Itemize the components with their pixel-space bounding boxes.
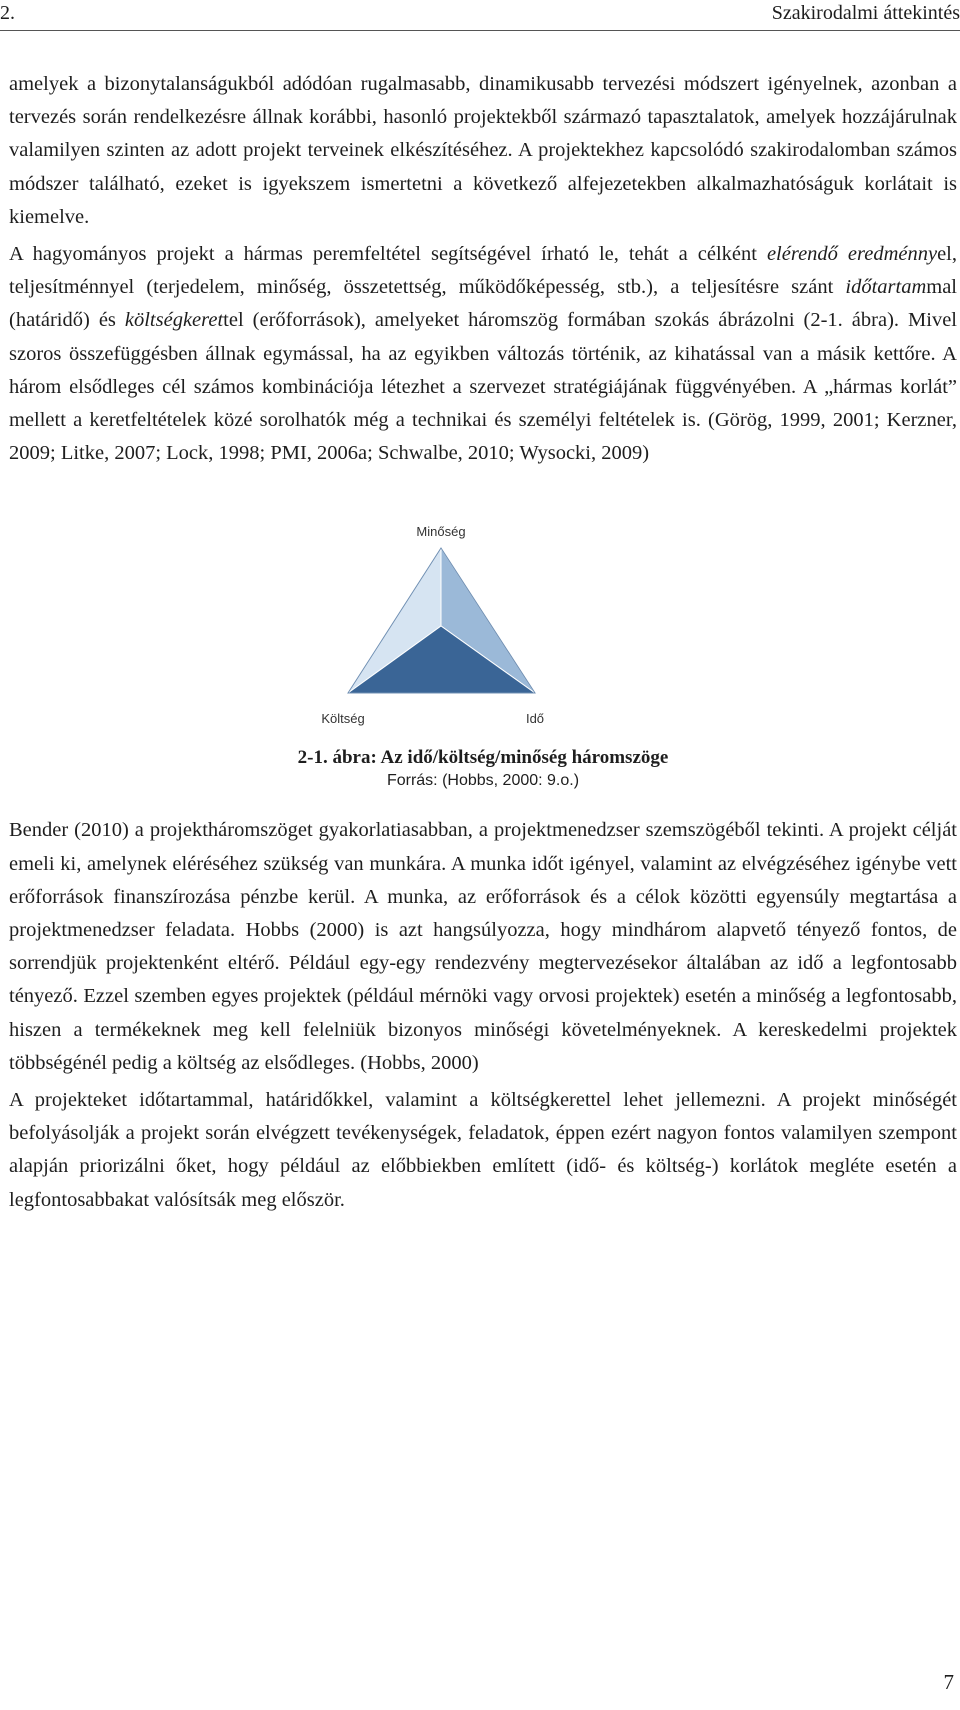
paragraph-4	[9, 1084, 957, 1217]
label-top: Minőség	[416, 524, 466, 540]
text-run: Bender (2010) a projektháromszöget gyakorlatiasabban, a projektmenedzser szemszögéből tekinti. A projekt célját emeli ki, amelynek eléréséhez szükség van munkára. A munka időt igényel, valamint az elvégzéséhez igénybe vett erőforrások finanszírozása pénzbe kerül. A munka, az erőforrások és a célok közötti egyensúly megtartása a projektmenedzser feladata. Hobbs (2000) is azt hangsúlyozza, hogy mindhárom alapvető tényező fontos, de sorrendjük projektenként eltérő. Például egy-egy rendezvény megtervezésekor általában az idő a legfontosabb tényező. Ezzel szemben egyes projektek (például mérnöki vagy orvosi projektek) esetén a minőség a legfontosabb, hiszen a termékeknek meg kell felelniük bizonyos minőségi követelményeknek. A kereskedelmi projektek többségénél pedig a költség az elsődleges. (Hobbs, 2000)	[9, 819, 957, 1074]
label-right: Idő	[525, 711, 545, 727]
paragraph-2	[9, 238, 957, 470]
italic-run: elérendő eredménny	[766, 243, 938, 266]
text-run: tel (erőforrások), amelyeket háromszög formában szokás ábrázolni (2-1. ábra). Mivel szoros összefüggésben állnak egymással, ha az egyikben változás történik, az kihatással van a másik kettőre. A három elsődleges cél számos kombinációja létezhet a szervezet stratégiájának függvényében. A „hármas korlát” mellett a keretfeltételek közé sorolhatók még a technikai és személyi feltételek is. (Görög, 1999, 2001; Kerzner, 2009; Litke, 2007; Lock, 1998; PMI, 2006a; Schwalbe, 2010; Wysocki, 2009)	[9, 309, 957, 465]
chapter-number: 2.	[0, 2, 15, 24]
label-left: Költség	[321, 711, 365, 727]
triangle-figure	[9, 508, 957, 732]
figure-source: Forrás: (Hobbs, 2000: 9.o.)	[386, 772, 580, 790]
page-header	[0, 0, 960, 31]
chapter-title: Szakirodalmi áttekintés	[771, 2, 960, 24]
italic-run: költségkeret	[124, 309, 224, 332]
text-run: A hagyományos projekt a hármas peremfeltétel segítségével írható le, tehát a célként	[9, 243, 767, 266]
figure-caption: 2-1. ábra: Az idő/költség/minőség háromszöge	[297, 747, 669, 769]
italic-run: időtartam	[845, 276, 927, 299]
triangle-diagram	[9, 508, 957, 732]
text-run: mal (határidő) és	[9, 276, 957, 332]
page-body	[9, 68, 957, 1221]
text-run: el, teljesítménnyel (terjedelem, minőség, összetettség, működőképesség, stb.), a teljesítésre szánt	[9, 243, 957, 299]
page-number: 7	[943, 1670, 954, 1694]
paragraph-3	[9, 814, 957, 1080]
paragraph-1	[9, 68, 957, 234]
text-run: amelyek a bizonytalanságukból adódóan rugalmasabb, dinamikusabb tervezési módszert igényelnek, azonban a tervezés során rendelkezésre állnak korábbi, hasonló projektekből származó tapasztalatok, amelyek hozzájárulnak valamilyen szinten az adott projekt terveinek elkészítéséhez. A projektekhez kapcsolódó szakirodalomban számos módszer található, ezeket is igyekszem ismertetni a következő alfejezetekben alkalmazhatóságuk korlátait is kiemelve.	[9, 73, 957, 228]
text-run: A projekteket időtartammal, határidőkkel, valamint a költségkerettel lehet jellemezni. A projekt minőségét befolyásolják a projekt során elvégzett tevékenységek, feladatok, éppen ezért nagyon fontos valamilyen szempont alapján priorizálni őket, hogy például az előbbiekben említett (idő- és költség-) korlátok megléte esetén a legfontosabbakat valósítsák meg először.	[9, 1089, 957, 1211]
